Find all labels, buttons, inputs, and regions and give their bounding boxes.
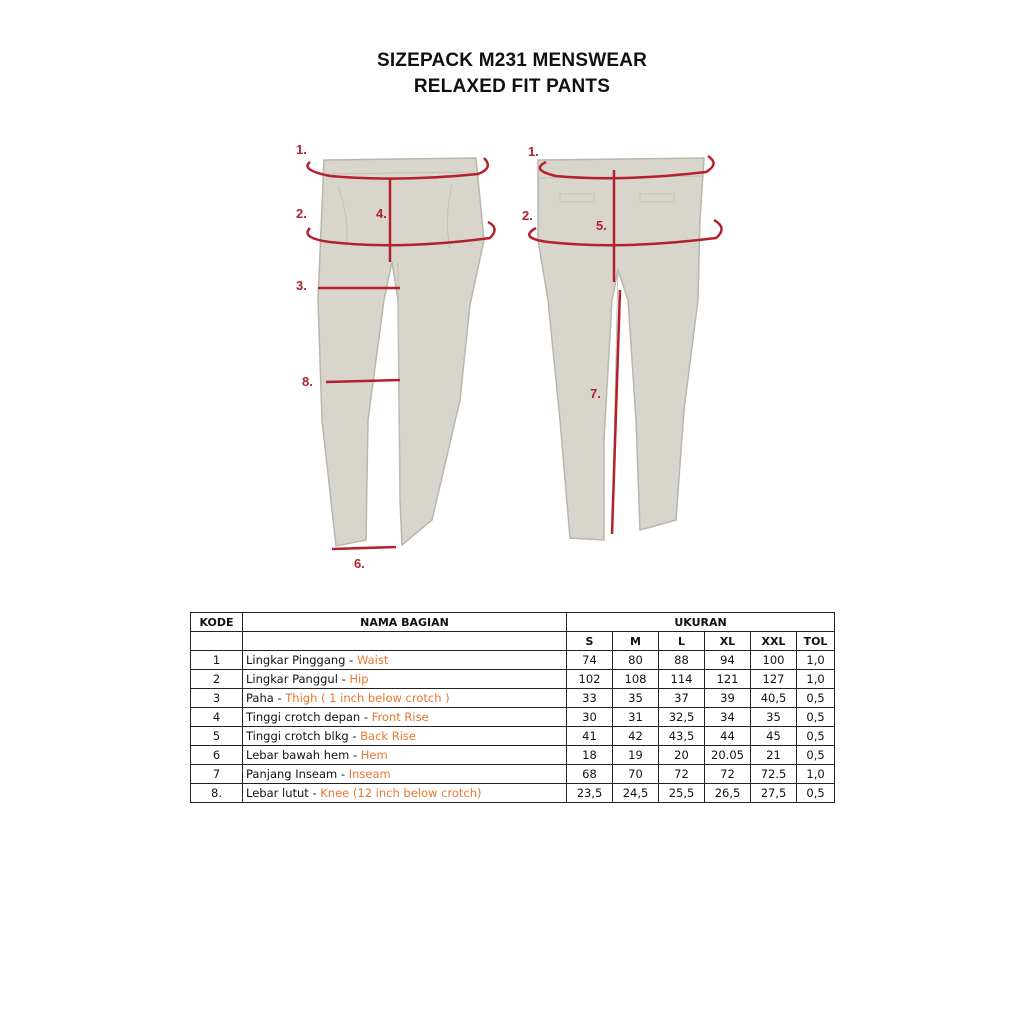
row-code: 5: [191, 727, 243, 746]
value-xxl: 72.5: [751, 765, 797, 784]
value-tol: 1,0: [797, 651, 835, 670]
front-label-hem: 6.: [354, 556, 365, 571]
title-line-2: RELAXED FIT PANTS: [413, 76, 611, 97]
part-name-id: Lebar bawah hem -: [246, 748, 361, 762]
value-xxl: 35: [751, 708, 797, 727]
row-code: 3: [191, 689, 243, 708]
value-xl: 72: [705, 765, 751, 784]
value-tol: 0,5: [797, 746, 835, 765]
part-name-id: Lingkar Panggul -: [246, 672, 350, 686]
value-xl: 39: [705, 689, 751, 708]
header-part: NAMA BAGIAN: [243, 613, 567, 632]
row-part: [243, 784, 567, 803]
value-m: 19: [613, 746, 659, 765]
front-label-hip: 2.: [296, 206, 307, 221]
table-row: [191, 689, 835, 708]
value-l: 25,5: [659, 784, 705, 803]
header-code: KODE: [191, 613, 243, 632]
value-m: 80: [613, 651, 659, 670]
value-s: 74: [567, 651, 613, 670]
header-size-xl: XL: [705, 632, 751, 651]
value-tol: 0,5: [797, 689, 835, 708]
value-xl: 44: [705, 727, 751, 746]
row-code: 6: [191, 746, 243, 765]
value-l: 20: [659, 746, 705, 765]
value-m: 70: [613, 765, 659, 784]
back-pants-image: [538, 158, 704, 540]
front-label-thigh: 3.: [296, 278, 307, 293]
row-part: [243, 689, 567, 708]
row-code: 2: [191, 670, 243, 689]
front-pants-image: [318, 158, 484, 546]
part-name-en: Thigh ( 1 inch below crotch ): [285, 691, 450, 705]
header-size-xxl: XXL: [751, 632, 797, 651]
value-xxl: 40,5: [751, 689, 797, 708]
front-label-waist: 1.: [296, 142, 307, 157]
value-m: 108: [613, 670, 659, 689]
part-name-en: Hem: [360, 748, 388, 762]
value-xxl: 21: [751, 746, 797, 765]
header-tolerance: TOL: [797, 632, 835, 651]
value-xl: 34: [705, 708, 751, 727]
back-label-waist: 1.: [528, 144, 539, 159]
part-name-en: Front Rise: [371, 710, 429, 724]
table-row: [191, 727, 835, 746]
table-size-header-row: [191, 632, 835, 651]
header-size-m: M: [613, 632, 659, 651]
row-part: [243, 746, 567, 765]
table-row: [191, 708, 835, 727]
value-l: 32,5: [659, 708, 705, 727]
part-name-en: Waist: [356, 653, 389, 667]
table-row: [191, 765, 835, 784]
part-name-id: Tinggi crotch depan -: [246, 710, 372, 724]
header-size-group: UKURAN: [567, 613, 835, 632]
value-tol: 0,5: [797, 784, 835, 803]
value-xl: 26,5: [705, 784, 751, 803]
header-size-l: L: [659, 632, 705, 651]
value-l: 88: [659, 651, 705, 670]
table-header-row: [191, 613, 835, 632]
value-xxl: 45: [751, 727, 797, 746]
header-part-blank: [243, 632, 567, 651]
value-xl: 121: [705, 670, 751, 689]
value-m: 35: [613, 689, 659, 708]
back-label-inseam: 7.: [590, 386, 601, 401]
row-part: [243, 708, 567, 727]
value-m: 31: [613, 708, 659, 727]
row-code: 4: [191, 708, 243, 727]
value-xxl: 27,5: [751, 784, 797, 803]
row-part: [243, 651, 567, 670]
value-tol: 0,5: [797, 727, 835, 746]
size-chart-table: [190, 612, 835, 803]
front-label-front-rise: 4.: [376, 206, 387, 221]
row-part: [243, 765, 567, 784]
part-name-en: Back Rise: [360, 729, 416, 743]
table-row: [191, 651, 835, 670]
table-row: [191, 784, 835, 803]
back-label-back-rise: 5.: [596, 218, 607, 233]
part-name-en: Hip: [349, 672, 369, 686]
value-s: 41: [567, 727, 613, 746]
value-s: 23,5: [567, 784, 613, 803]
row-code: 1: [191, 651, 243, 670]
value-m: 42: [613, 727, 659, 746]
value-xxl: 127: [751, 670, 797, 689]
row-code: 8.: [191, 784, 243, 803]
value-s: 30: [567, 708, 613, 727]
value-m: 24,5: [613, 784, 659, 803]
value-tol: 1,0: [797, 670, 835, 689]
row-part: [243, 670, 567, 689]
part-name-id: Panjang Inseam -: [246, 767, 349, 781]
row-code: 7: [191, 765, 243, 784]
header-size-s: S: [567, 632, 613, 651]
value-xl: 94: [705, 651, 751, 670]
value-tol: 0,5: [797, 708, 835, 727]
value-xl: 20.05: [705, 746, 751, 765]
part-name-id: Lebar lutut -: [246, 786, 321, 800]
value-s: 68: [567, 765, 613, 784]
back-label-hip: 2.: [522, 208, 533, 223]
table-row: [191, 746, 835, 765]
value-l: 72: [659, 765, 705, 784]
part-name-id: Tinggi crotch blkg -: [246, 729, 361, 743]
value-l: 114: [659, 670, 705, 689]
value-xxl: 100: [751, 651, 797, 670]
header-code-blank: [191, 632, 243, 651]
part-name-id: Paha -: [246, 691, 286, 705]
row-part: [243, 727, 567, 746]
part-name-id: Lingkar Pinggang -: [246, 653, 357, 667]
value-s: 102: [567, 670, 613, 689]
value-s: 18: [567, 746, 613, 765]
part-name-en: Knee (12 inch below crotch): [320, 786, 482, 800]
value-l: 43,5: [659, 727, 705, 746]
front-label-knee: 8.: [302, 374, 313, 389]
part-name-en: Inseam: [348, 767, 391, 781]
table-row: [191, 670, 835, 689]
value-l: 37: [659, 689, 705, 708]
title-line-1: SIZEPACK M231 MENSWEAR: [376, 50, 648, 71]
value-tol: 1,0: [797, 765, 835, 784]
value-s: 33: [567, 689, 613, 708]
